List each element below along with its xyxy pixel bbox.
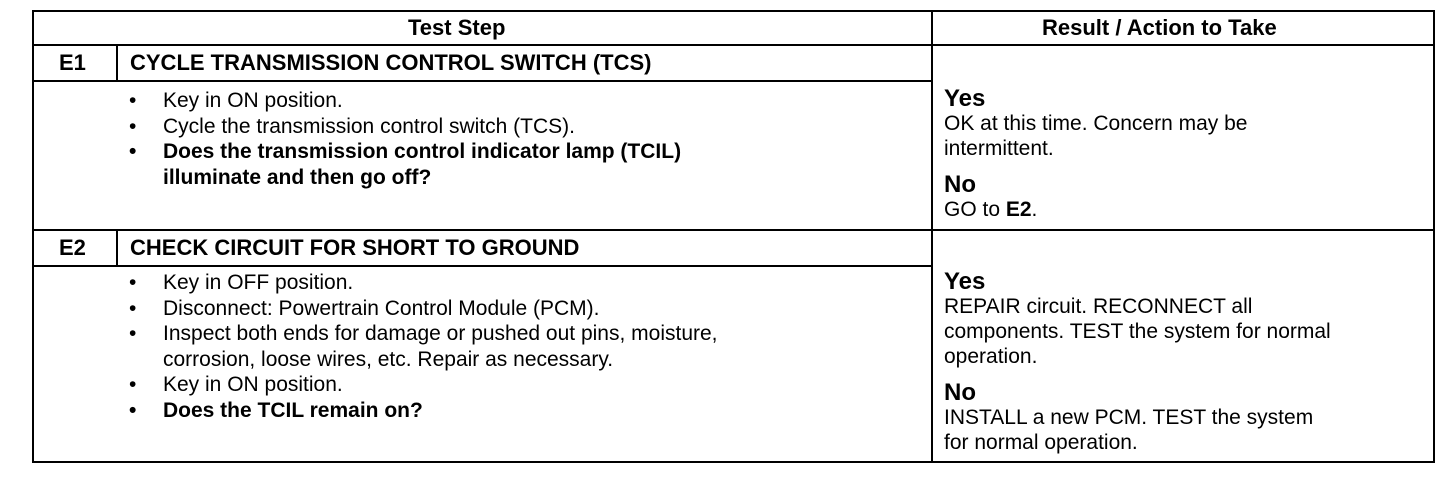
step-title-e2: CHECK CIRCUIT FOR SHORT TO GROUND	[130, 235, 580, 260]
step-reference-e2: E2	[1005, 198, 1032, 221]
step-e2-yes-block	[944, 269, 1331, 369]
list-item: • Key in ON position.	[129, 373, 343, 396]
diagnostic-test-table	[32, 10, 1435, 463]
list-item: • Key in ON position.	[129, 89, 343, 112]
no-action-line: INSTALL a new PCM. TEST the system	[944, 406, 1314, 429]
yes-label: Yes	[944, 268, 986, 295]
bullet-icon: •	[129, 322, 137, 345]
bullet-icon: •	[129, 114, 137, 138]
step-e2-instructions	[129, 270, 718, 423]
step-e2-title-divider	[32, 265, 933, 267]
list-item: • Disconnect: Powertrain Control Module (PCM).	[129, 296, 600, 320]
bullet-icon: •	[129, 296, 137, 320]
no-action-line: GO to E2.	[944, 198, 1038, 221]
yes-action-line: intermittent.	[944, 137, 1054, 160]
step-id-e2: E2	[59, 235, 86, 260]
step-e1-no-block	[944, 172, 1037, 222]
yes-action-line: components. TEST the system for normal	[944, 320, 1331, 343]
step-title-e1: CYCLE TRANSMISSION CONTROL SWITCH (TCS)	[130, 50, 652, 75]
bullet-icon: •	[129, 398, 137, 422]
step-id-e1: E1	[59, 50, 86, 75]
header-divider	[32, 44, 1435, 46]
yes-action-line: REPAIR circuit. RECONNECT all	[944, 295, 1253, 318]
step-e1-id-divider	[116, 45, 118, 81]
table-border-left	[32, 10, 34, 463]
table-border-right	[1433, 10, 1435, 463]
step-separator	[32, 229, 1435, 231]
no-action-line: for normal operation.	[944, 431, 1138, 454]
header-test-step: Test Step	[408, 15, 506, 40]
step-e2-id-divider	[116, 230, 118, 266]
step-e2-no-block	[944, 380, 1313, 455]
step-e1-title-divider	[32, 80, 933, 82]
bullet-icon: •	[129, 271, 137, 294]
step-e1-instructions	[129, 88, 681, 190]
table-border-bottom	[32, 461, 1435, 463]
bullet-icon: •	[129, 89, 137, 112]
bullet-icon: •	[129, 140, 137, 163]
list-item: • Inspect both ends for damage or pushed out pins, moisture, corrosion, loose wires, etc. Repair as necessary.	[129, 322, 718, 371]
list-item: • Key in OFF position.	[129, 271, 354, 294]
header-result-action: Result / Action to Take	[1042, 15, 1277, 40]
bullet-icon: •	[129, 373, 137, 396]
list-item-question: • Does the transmission control indicator lamp (TCIL) illuminate and then go off?	[129, 140, 682, 189]
step-e1-yes-block	[944, 86, 1247, 161]
table-border-top	[32, 10, 1435, 12]
list-item: • Cycle the transmission control switch (TCS).	[129, 114, 575, 138]
column-divider	[931, 10, 933, 463]
no-label: No	[944, 379, 976, 406]
yes-label: Yes	[944, 85, 986, 112]
list-item-question: • Does the TCIL remain on?	[129, 398, 423, 422]
yes-action-line: operation.	[944, 345, 1038, 368]
no-label: No	[944, 171, 976, 198]
yes-action-line: OK at this time. Concern may be	[944, 112, 1248, 135]
